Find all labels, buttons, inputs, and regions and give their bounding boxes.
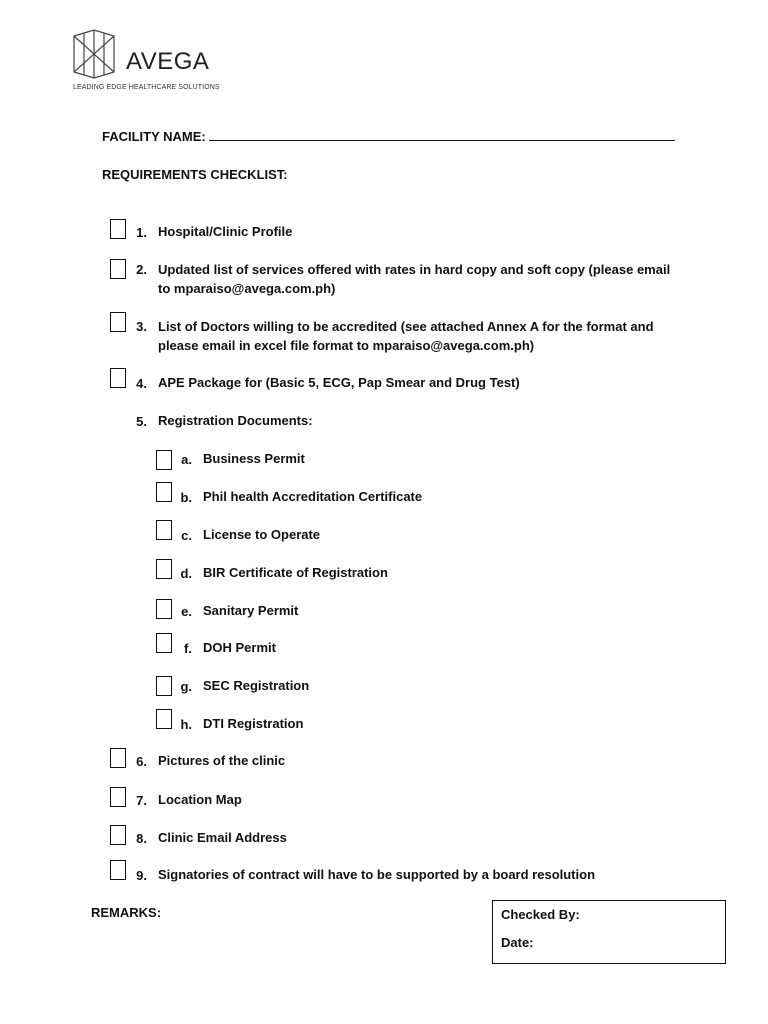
avega-logo-mark-icon: [72, 28, 116, 80]
item-number: 2.: [136, 262, 147, 277]
item-text: APE Package for (Basic 5, ECG, Pap Smear and Drug Test): [158, 375, 520, 390]
subitem-letter: e.: [181, 604, 192, 619]
item-number: 3.: [136, 319, 147, 334]
facility-name-row: [102, 129, 675, 144]
item-text: Registration Documents:: [158, 413, 313, 428]
item-text: [158, 260, 678, 298]
subitem-letter: a.: [181, 452, 192, 467]
item-text: Location Map: [158, 792, 242, 807]
checkbox-bir-certificate[interactable]: [156, 559, 172, 579]
item-text-line: Updated list of services offered with rates in hard copy and soft copy (please email: [158, 262, 671, 277]
item-text: Clinic Email Address: [158, 830, 287, 845]
item-number: 5.: [136, 414, 147, 429]
avega-logo: [72, 28, 232, 98]
facility-name-label: FACILITY NAME:: [102, 129, 206, 144]
brand-name: AVEGA: [126, 48, 210, 75]
subitem-letter: b.: [180, 490, 192, 505]
checkbox-item-4[interactable]: [110, 368, 126, 388]
item-number: 8.: [136, 831, 147, 846]
checkbox-business-permit[interactable]: [156, 450, 172, 470]
remarks-label: REMARKS:: [91, 905, 162, 920]
item-number: 7.: [136, 793, 147, 808]
item-number: 4.: [136, 376, 147, 391]
checkbox-dti-registration[interactable]: [156, 709, 172, 729]
checked-by-label: Checked By:: [501, 907, 580, 922]
checkbox-sanitary-permit[interactable]: [156, 599, 172, 619]
subitem-text: Sanitary Permit: [203, 603, 299, 618]
item-number: 1.: [136, 225, 147, 240]
checkbox-item-6[interactable]: [110, 748, 126, 768]
item-text-line: to mparaiso@avega.com.ph): [158, 281, 336, 296]
item-number: 9.: [136, 868, 147, 883]
checkbox-item-9[interactable]: [110, 860, 126, 880]
subitem-text: DOH Permit: [203, 640, 276, 655]
subitem-text: DTI Registration: [203, 716, 304, 731]
facility-name-field[interactable]: [209, 129, 675, 141]
item-text: [158, 317, 678, 355]
checked-by-box: [492, 900, 726, 964]
subitem-text: Phil health Accreditation Certificate: [203, 489, 423, 504]
item-text-line: List of Doctors willing to be accredited (see attached Annex A for the format and: [158, 319, 654, 334]
checkbox-item-7[interactable]: [110, 787, 126, 807]
brand-tagline: LEADING EDGE HEALTHCARE SOLUTIONS: [73, 84, 220, 91]
subitem-text: BIR Certificate of Registration: [203, 565, 388, 580]
subitem-letter: h.: [180, 717, 192, 732]
subitem-text: License to Operate: [203, 527, 321, 542]
item-text-line: please email in excel file format to mparaiso@avega.com.ph): [158, 338, 535, 353]
checkbox-item-2[interactable]: [110, 259, 126, 279]
checkbox-item-1[interactable]: [110, 219, 126, 239]
item-text: Signatories of contract will have to be supported by a board resolution: [158, 867, 596, 882]
checkbox-sec-registration[interactable]: [156, 676, 172, 696]
subitem-letter: g.: [180, 679, 192, 694]
item-text: Hospital/Clinic Profile: [158, 224, 293, 239]
checkbox-item-8[interactable]: [110, 825, 126, 845]
subitem-letter: f.: [184, 641, 192, 656]
checkbox-item-3[interactable]: [110, 312, 126, 332]
item-text: Pictures of the clinic: [158, 753, 286, 768]
subitem-letter: c.: [181, 528, 192, 543]
date-label: Date:: [501, 935, 534, 950]
checklist-heading: REQUIREMENTS CHECKLIST:: [102, 167, 288, 182]
subitem-text: SEC Registration: [203, 678, 310, 693]
checkbox-doh-permit[interactable]: [156, 633, 172, 653]
checkbox-philhealth-certificate[interactable]: [156, 482, 172, 502]
item-number: 6.: [136, 754, 147, 769]
subitem-letter: d.: [180, 566, 192, 581]
checkbox-license-to-operate[interactable]: [156, 520, 172, 540]
subitem-text: Business Permit: [203, 451, 305, 466]
